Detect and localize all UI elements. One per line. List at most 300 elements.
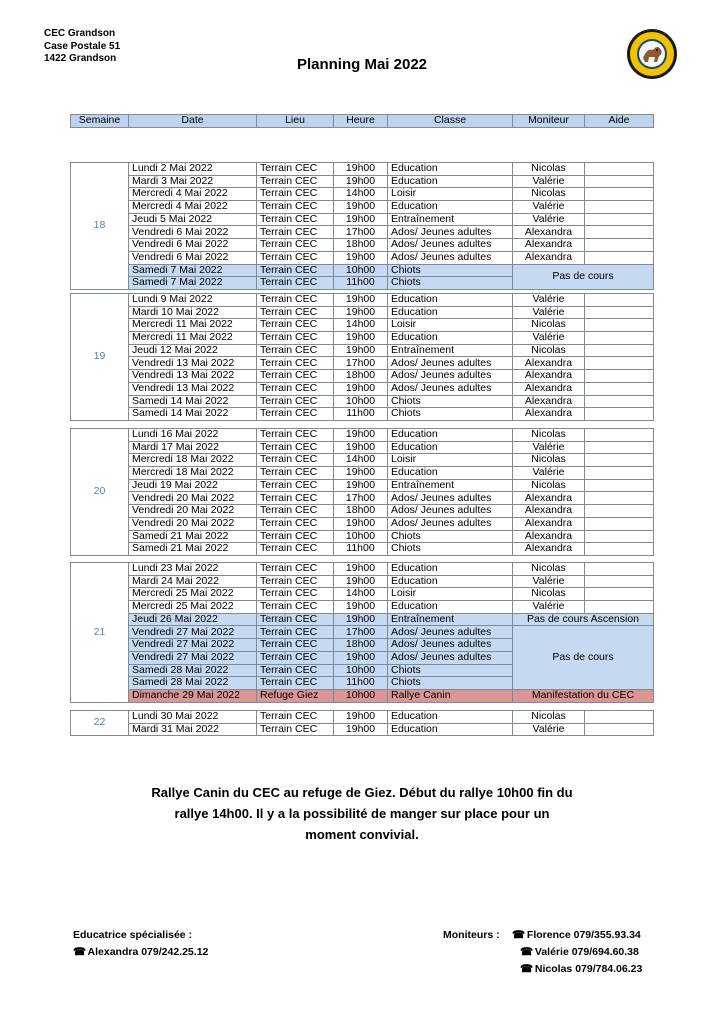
lieu-cell: Terrain CEC [257,429,334,442]
classe-cell: Education [388,201,513,214]
date-cell: Jeudi 12 Mai 2022 [129,344,257,357]
lieu-cell: Terrain CEC [257,601,334,614]
lieu-cell: Terrain CEC [257,163,334,176]
table-row [71,505,654,518]
date-cell: Mercredi 18 Mai 2022 [129,454,257,467]
table-row [71,492,654,505]
week-22-table [70,710,654,736]
week-number: 19 [71,294,129,421]
aide-cell [585,454,654,467]
table-row [71,588,654,601]
aide-cell [585,370,654,383]
classe-cell: Education [388,332,513,345]
heure-cell: 10h00 [334,689,388,702]
phone-icon: ☎ [73,946,87,958]
heure-cell: 11h00 [334,277,388,290]
date-cell: Jeudi 19 Mai 2022 [129,479,257,492]
heure-cell: 19h00 [334,613,388,626]
week-number: 21 [71,563,129,703]
moniteur-cell: Alexandra [513,517,585,530]
moniteur-cell: Alexandra [513,492,585,505]
table-row [71,370,654,383]
lieu-cell: Terrain CEC [257,264,334,277]
lieu-cell: Terrain CEC [257,319,334,332]
col-date: Date [129,115,257,128]
classe-cell: Chiots [388,277,513,290]
classe-cell: Education [388,294,513,307]
moniteur-cell: Valérie [513,575,585,588]
aide-cell [585,306,654,319]
table-row [71,344,654,357]
moniteur-cell: Alexandra [513,543,585,556]
moniteur-cell: Valérie [513,723,585,736]
heure-cell: 11h00 [334,677,388,690]
classe-cell: Ados/ Jeunes adultes [388,239,513,252]
table-row [71,319,654,332]
heure-cell: 19h00 [334,332,388,345]
classe-cell: Education [388,723,513,736]
classe-cell: Loisir [388,319,513,332]
lieu-cell: Terrain CEC [257,613,334,626]
moniteur-cell: Valérie [513,441,585,454]
lieu-cell: Terrain CEC [257,505,334,518]
classe-cell: Entraînement [388,213,513,226]
heure-cell: 19h00 [334,294,388,307]
heure-cell: 17h00 [334,357,388,370]
classe-cell: Loisir [388,454,513,467]
classe-cell: Ados/ Jeunes adultes [388,639,513,652]
moniteur-cell: Valérie [513,332,585,345]
classe-cell: Education [388,563,513,576]
aide-cell [585,505,654,518]
moniteur-cell: Nicolas [513,711,585,724]
col-lieu: Lieu [257,115,334,128]
classe-cell: Loisir [388,188,513,201]
heure-cell: 10h00 [334,264,388,277]
heure-cell: 19h00 [334,306,388,319]
week-number: 18 [71,163,129,290]
table-row [71,723,654,736]
lieu-cell: Terrain CEC [257,344,334,357]
date-cell: Vendredi 6 Mai 2022 [129,226,257,239]
manifestation-note: Manifestation du CEC [513,689,654,702]
date-cell: Vendredi 13 Mai 2022 [129,357,257,370]
moniteurs-list [512,927,642,978]
heure-cell: 19h00 [334,201,388,214]
table-row [71,264,654,277]
lieu-cell: Terrain CEC [257,626,334,639]
aide-cell [585,344,654,357]
classe-cell: Loisir [388,588,513,601]
moniteur-cell: Nicolas [513,188,585,201]
classe-cell: Rallye Canin [388,689,513,702]
date-cell: Samedi 28 Mai 2022 [129,677,257,690]
classe-cell: Ados/ Jeunes adultes [388,492,513,505]
table-row [71,175,654,188]
date-cell: Lundi 9 Mai 2022 [129,294,257,307]
table-row [71,601,654,614]
lieu-cell: Terrain CEC [257,563,334,576]
lieu-cell: Terrain CEC [257,492,334,505]
table-row [71,163,654,176]
date-cell: Mardi 31 Mai 2022 [129,723,257,736]
aide-cell [585,467,654,480]
moniteur-cell: Nicolas [513,163,585,176]
date-cell: Vendredi 6 Mai 2022 [129,239,257,252]
classe-cell: Chiots [388,530,513,543]
lieu-cell: Terrain CEC [257,188,334,201]
heure-cell: 18h00 [334,239,388,252]
col-aide: Aide [585,115,654,128]
classe-cell: Education [388,441,513,454]
lieu-cell: Terrain CEC [257,201,334,214]
lieu-cell: Terrain CEC [257,530,334,543]
date-cell: Vendredi 27 Mai 2022 [129,639,257,652]
moniteur-cell: Valérie [513,294,585,307]
header-table [70,114,654,128]
heure-cell: 19h00 [334,467,388,480]
heure-cell: 19h00 [334,251,388,264]
lieu-cell: Terrain CEC [257,575,334,588]
classe-cell: Education [388,467,513,480]
aide-cell [585,711,654,724]
table-row [71,294,654,307]
classe-cell: Ados/ Jeunes adultes [388,382,513,395]
aide-cell [585,441,654,454]
table-row [71,357,654,370]
aide-cell [585,575,654,588]
moniteur-cell: Nicolas [513,319,585,332]
aide-cell [585,517,654,530]
col-moniteur: Moniteur [513,115,585,128]
phone-icon: ☎ [520,963,534,975]
lieu-cell: Terrain CEC [257,382,334,395]
date-cell: Mercredi 25 Mai 2022 [129,588,257,601]
lieu-cell: Terrain CEC [257,395,334,408]
moniteur-cell: Valérie [513,213,585,226]
col-semaine: Semaine [71,115,129,128]
table-row [71,251,654,264]
date-cell: Vendredi 20 Mai 2022 [129,517,257,530]
heure-cell: 19h00 [334,382,388,395]
lieu-cell: Terrain CEC [257,677,334,690]
classe-cell: Entraînement [388,613,513,626]
aide-cell [585,530,654,543]
lieu-cell: Terrain CEC [257,723,334,736]
lieu-cell: Terrain CEC [257,467,334,480]
moniteur-cell: Valérie [513,306,585,319]
moniteur-cell: Alexandra [513,408,585,421]
no-class-note: Pas de cours [513,626,654,689]
date-cell: Mercredi 25 Mai 2022 [129,601,257,614]
educatrice-phone: Alexandra 079/242.25.12 [87,946,209,958]
lieu-cell: Terrain CEC [257,306,334,319]
aide-cell [585,543,654,556]
week-20-table [70,428,654,556]
aide-cell [585,723,654,736]
heure-cell: 11h00 [334,543,388,556]
classe-cell: Ados/ Jeunes adultes [388,357,513,370]
date-cell: Samedi 14 Mai 2022 [129,395,257,408]
moniteur-cell: Alexandra [513,357,585,370]
date-cell: Mardi 17 Mai 2022 [129,441,257,454]
lieu-cell: Terrain CEC [257,588,334,601]
heure-cell: 17h00 [334,626,388,639]
lieu-cell: Terrain CEC [257,213,334,226]
date-cell: Lundi 2 Mai 2022 [129,163,257,176]
heure-cell: 14h00 [334,588,388,601]
heure-cell: 19h00 [334,563,388,576]
heure-cell: 18h00 [334,639,388,652]
aide-cell [585,201,654,214]
date-cell: Vendredi 27 Mai 2022 [129,626,257,639]
date-cell: Vendredi 20 Mai 2022 [129,505,257,518]
heure-cell: 10h00 [334,530,388,543]
lieu-cell: Terrain CEC [257,664,334,677]
classe-cell: Ados/ Jeunes adultes [388,251,513,264]
aide-cell [585,492,654,505]
moniteur-phone: Nicolas 079/784.06.23 [534,963,643,975]
aide-cell [585,251,654,264]
moniteur-cell: Alexandra [513,226,585,239]
moniteur-cell: Nicolas [513,479,585,492]
aide-cell [585,588,654,601]
heure-cell: 19h00 [334,441,388,454]
moniteur-cell: Nicolas [513,563,585,576]
aide-cell [585,188,654,201]
aide-cell [585,382,654,395]
table-row [71,613,654,626]
table-row [71,429,654,442]
heure-cell: 17h00 [334,226,388,239]
moniteur-cell: Alexandra [513,530,585,543]
aide-cell [585,429,654,442]
lieu-cell: Terrain CEC [257,226,334,239]
date-cell: Jeudi 5 Mai 2022 [129,213,257,226]
aide-cell [585,563,654,576]
date-cell: Mardi 3 Mai 2022 [129,175,257,188]
date-cell: Samedi 14 Mai 2022 [129,408,257,421]
date-cell: Mercredi 11 Mai 2022 [129,319,257,332]
lieu-cell: Terrain CEC [257,517,334,530]
table-row [71,467,654,480]
week-number: 20 [71,429,129,556]
rallye-note [0,782,724,845]
table-row [71,239,654,252]
classe-cell: Ados/ Jeunes adultes [388,517,513,530]
table-row [71,213,654,226]
table-row [71,575,654,588]
classe-cell: Entraînement [388,344,513,357]
moniteur-cell: Alexandra [513,239,585,252]
heure-cell: 14h00 [334,188,388,201]
moniteur-cell: Nicolas [513,588,585,601]
table-row [71,454,654,467]
date-cell: Mercredi 4 Mai 2022 [129,201,257,214]
date-cell: Vendredi 27 Mai 2022 [129,651,257,664]
date-cell: Lundi 30 Mai 2022 [129,711,257,724]
lieu-cell: Terrain CEC [257,251,334,264]
date-cell: Jeudi 26 Mai 2022 [129,613,257,626]
classe-cell: Education [388,306,513,319]
lieu-cell: Terrain CEC [257,651,334,664]
no-class-note: Pas de cours [513,264,654,289]
aide-cell [585,239,654,252]
aide-cell [585,213,654,226]
heure-cell: 19h00 [334,344,388,357]
aide-cell [585,226,654,239]
table-row [71,530,654,543]
week-number: 22 [71,711,129,736]
aide-cell [585,357,654,370]
table-row [71,226,654,239]
table-row [71,395,654,408]
table-row [71,441,654,454]
moniteur-cell: Valérie [513,175,585,188]
heure-cell: 19h00 [334,651,388,664]
aide-cell [585,319,654,332]
date-cell: Mercredi 4 Mai 2022 [129,188,257,201]
date-cell: Samedi 28 Mai 2022 [129,664,257,677]
moniteur-cell: Nicolas [513,454,585,467]
educatrice-label: Educatrice spécialisée : [73,929,193,941]
heure-cell: 14h00 [334,319,388,332]
heure-cell: 17h00 [334,492,388,505]
col-classe: Classe [388,115,513,128]
date-cell: Vendredi 6 Mai 2022 [129,251,257,264]
table-row [71,408,654,421]
table-row [71,543,654,556]
lieu-cell: Terrain CEC [257,239,334,252]
aide-cell [585,332,654,345]
classe-cell: Chiots [388,677,513,690]
classe-cell: Chiots [388,264,513,277]
aide-cell [585,294,654,307]
table-row [71,563,654,576]
heure-cell: 18h00 [334,370,388,383]
heure-cell: 19h00 [334,429,388,442]
col-heure: Heure [334,115,388,128]
date-cell: Vendredi 13 Mai 2022 [129,370,257,383]
date-cell: Samedi 21 Mai 2022 [129,530,257,543]
lieu-cell: Terrain CEC [257,479,334,492]
heure-cell: 19h00 [334,517,388,530]
heure-cell: 19h00 [334,601,388,614]
heure-cell: 11h00 [334,408,388,421]
moniteur-phone: Florence 079/355.93.34 [526,929,641,941]
heure-cell: 10h00 [334,664,388,677]
moniteur-cell: Alexandra [513,370,585,383]
table-row [71,626,654,639]
heure-cell: 19h00 [334,213,388,226]
page-title: Planning Mai 2022 [296,56,428,73]
date-cell: Mercredi 18 Mai 2022 [129,467,257,480]
moniteur-cell: Alexandra [513,505,585,518]
classe-cell: Ados/ Jeunes adultes [388,651,513,664]
lieu-cell: Terrain CEC [257,408,334,421]
moniteurs-label: Moniteurs : [443,929,500,941]
heure-cell: 10h00 [334,395,388,408]
classe-cell: Chiots [388,543,513,556]
date-cell: Lundi 16 Mai 2022 [129,429,257,442]
date-cell: Mardi 10 Mai 2022 [129,306,257,319]
classe-cell: Education [388,175,513,188]
table-row [71,711,654,724]
classe-cell: Education [388,163,513,176]
aide-cell [585,395,654,408]
aide-cell [585,408,654,421]
lieu-cell: Terrain CEC [257,711,334,724]
classe-cell: Education [388,711,513,724]
moniteur-cell: Valérie [513,601,585,614]
classe-cell: Entraînement [388,479,513,492]
lieu-cell: Terrain CEC [257,357,334,370]
week-21-table [70,562,654,703]
lieu-cell: Terrain CEC [257,543,334,556]
classe-cell: Ados/ Jeunes adultes [388,626,513,639]
club-logo [626,28,678,80]
org-name: CEC Grandson [44,28,116,39]
heure-cell: 19h00 [334,711,388,724]
heure-cell: 19h00 [334,575,388,588]
moniteur-cell: Alexandra [513,251,585,264]
lieu-cell: Terrain CEC [257,294,334,307]
moniteur-cell: Nicolas [513,344,585,357]
moniteur-cell: Alexandra [513,382,585,395]
table-row [71,382,654,395]
aide-cell [585,163,654,176]
lieu-cell: Terrain CEC [257,370,334,383]
classe-cell: Ados/ Jeunes adultes [388,505,513,518]
week-18-table [70,162,654,290]
table-row [71,479,654,492]
lieu-cell: Terrain CEC [257,639,334,652]
lieu-cell: Refuge Giez [257,689,334,702]
date-cell: Mardi 24 Mai 2022 [129,575,257,588]
educatrice-contact [73,944,208,961]
org-city: 1422 Grandson [44,53,117,64]
date-cell: Samedi 21 Mai 2022 [129,543,257,556]
classe-cell: Chiots [388,408,513,421]
ascension-note: Pas de cours Ascension [513,613,654,626]
phone-icon: ☎ [512,929,526,941]
moniteur-cell: Valérie [513,201,585,214]
aide-cell [585,175,654,188]
table-row [71,188,654,201]
org-postbox: Case Postale 51 [44,40,121,52]
heure-cell: 14h00 [334,454,388,467]
table-row [71,517,654,530]
note-line: moment convivial. [305,827,419,842]
heure-cell: 19h00 [334,163,388,176]
lieu-cell: Terrain CEC [257,175,334,188]
date-cell: Samedi 7 Mai 2022 [129,264,257,277]
classe-cell: Education [388,601,513,614]
moniteur-cell: Nicolas [513,429,585,442]
date-cell: Vendredi 13 Mai 2022 [129,382,257,395]
classe-cell: Chiots [388,395,513,408]
date-cell: Lundi 23 Mai 2022 [129,563,257,576]
phone-icon: ☎ [520,946,534,958]
educatrice-block [73,927,208,961]
lieu-cell: Terrain CEC [257,332,334,345]
classe-cell: Chiots [388,664,513,677]
moniteur-cell: Alexandra [513,395,585,408]
date-cell: Mercredi 11 Mai 2022 [129,332,257,345]
date-cell: Dimanche 29 Mai 2022 [129,689,257,702]
date-cell: Vendredi 20 Mai 2022 [129,492,257,505]
moniteur-cell: Valérie [513,467,585,480]
